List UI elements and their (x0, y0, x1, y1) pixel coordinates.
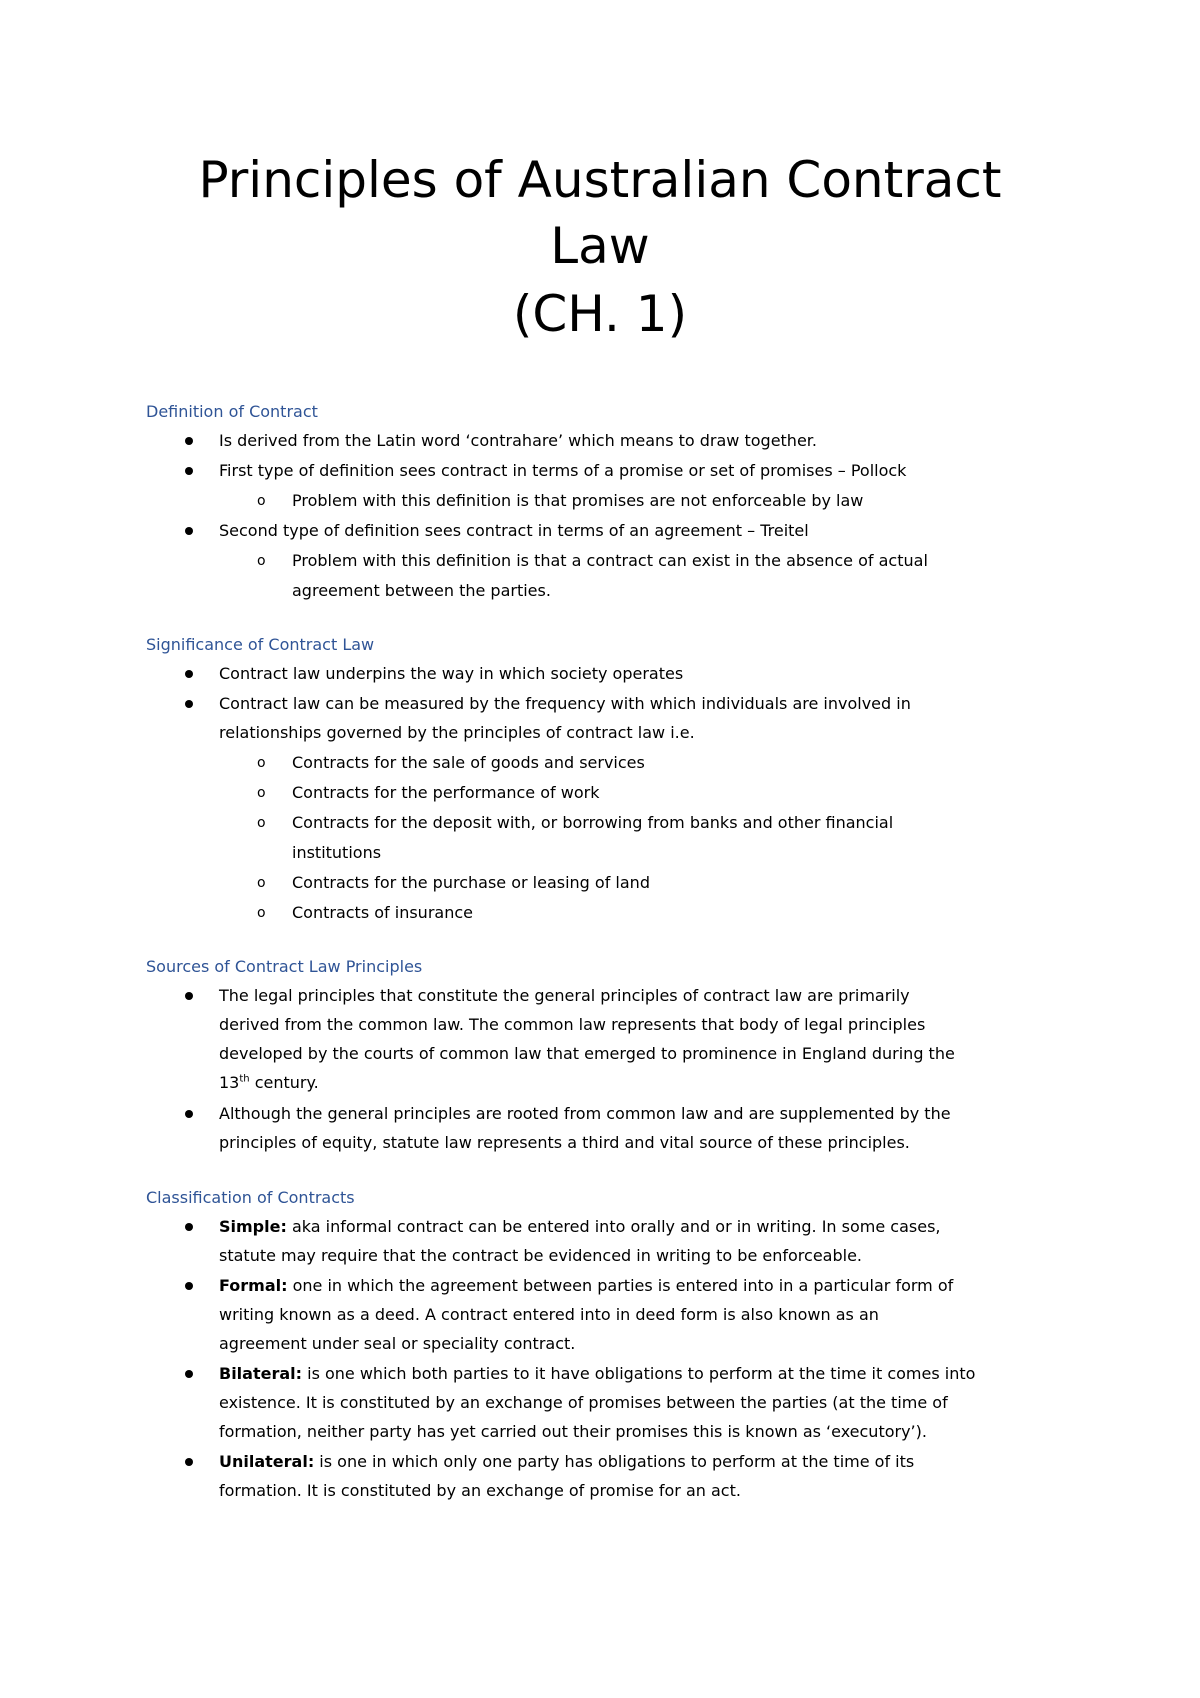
bullet-icon (185, 670, 193, 678)
sub-bullet-icon: o (257, 905, 266, 921)
bullet-icon (185, 1282, 193, 1290)
page-title-line-2: Law (550, 217, 650, 275)
section-heading-classification: Classification of Contracts (146, 1188, 355, 1207)
list-item: Contract law underpins the way in which society operates (219, 664, 684, 683)
list-item-continued: derived from the common law. The common law represents that body of legal principles (219, 1015, 926, 1034)
century-number: 13 (219, 1073, 240, 1092)
term-definition: aka informal contract can be entered into orally and or in writing. In some cases, (286, 1217, 941, 1236)
list-item-continued: developed by the courts of common law that emerged to prominence in England during the (219, 1044, 955, 1063)
sub-list-item: Contracts for the sale of goods and services (292, 753, 645, 772)
list-item (219, 1275, 953, 1297)
bullet-icon (185, 700, 193, 708)
term-simple: Simple: (219, 1217, 287, 1236)
bullet-icon (185, 467, 193, 475)
list-item-continued: agreement under seal or speciality contract. (219, 1334, 576, 1353)
sub-list-item: Contracts of insurance (292, 903, 473, 922)
term-definition: is one in which only one party has obligations to perform at the time of its (314, 1452, 915, 1471)
list-item-continued: principles of equity, statute law represents a third and vital source of these principles. (219, 1133, 910, 1152)
sub-bullet-icon: o (257, 785, 266, 801)
sub-list-item: Contracts for the purchase or leasing of land (292, 873, 650, 892)
century-word: century. (249, 1073, 319, 1092)
section-heading-sources: Sources of Contract Law Principles (146, 957, 423, 976)
section-heading-significance: Significance of Contract Law (146, 635, 375, 654)
sub-list-item: Problem with this definition is that a contract can exist in the absence of actual (292, 551, 928, 570)
list-item-continued: statute may require that the contract be evidenced in writing to be enforceable. (219, 1246, 862, 1265)
list-item-continued: writing known as a deed. A contract entered into in deed form is also known as an (219, 1305, 879, 1324)
sub-list-item-continued: institutions (292, 843, 382, 862)
list-item: The legal principles that constitute the general principles of contract law are primarily (219, 986, 910, 1005)
sub-bullet-icon: o (257, 755, 266, 771)
term-definition: is one which both parties to it have obligations to perform at the time it comes into (302, 1364, 976, 1383)
sub-bullet-icon: o (257, 875, 266, 891)
page-title: Principles of Australian Contract (198, 151, 1002, 209)
term-unilateral: Unilateral: (219, 1452, 315, 1471)
list-item: First type of definition sees contract in terms of a promise or set of promises – Pollock (219, 461, 907, 480)
term-definition: one in which the agreement between parties is entered into in a particular form of (287, 1276, 954, 1295)
list-item (219, 1216, 940, 1238)
section-heading-definition: Definition of Contract (146, 402, 318, 421)
list-item: Although the general principles are rooted from common law and are supplemented by the (219, 1104, 951, 1123)
list-item: Contract law can be measured by the frequency with which individuals are involved in (219, 694, 911, 713)
sub-bullet-icon: o (257, 493, 266, 509)
sub-list-item: Problem with this definition is that promises are not enforceable by law (292, 491, 864, 510)
list-item: Is derived from the Latin word ‘contrahare’ which means to draw together. (219, 431, 817, 450)
bullet-icon (185, 992, 193, 1000)
list-item (219, 1363, 975, 1385)
bullet-icon (185, 1223, 193, 1231)
bullet-icon (185, 1110, 193, 1118)
list-item-continued: relationships governed by the principles of contract law i.e. (219, 723, 695, 742)
sub-bullet-icon: o (257, 553, 266, 569)
term-formal: Formal: (219, 1276, 288, 1295)
sub-list-item-continued: agreement between the parties. (292, 581, 551, 600)
sub-list-item: Contracts for the deposit with, or borrowing from banks and other financial (292, 813, 894, 832)
term-bilateral: Bilateral: (219, 1364, 303, 1383)
bullet-icon (185, 437, 193, 445)
list-item-continued: formation. It is constituted by an exchange of promise for an act. (219, 1481, 741, 1500)
list-item (219, 1451, 914, 1473)
sub-bullet-icon: o (257, 815, 266, 831)
list-item: Second type of definition sees contract in terms of an agreement – Treitel (219, 521, 809, 540)
page-subtitle: (CH. 1) (512, 285, 688, 343)
bullet-icon (185, 1458, 193, 1466)
bullet-icon (185, 1370, 193, 1378)
list-item-continued (219, 1072, 319, 1094)
bullet-icon (185, 527, 193, 535)
ordinal-suffix: th (239, 1073, 250, 1085)
sub-list-item: Contracts for the performance of work (292, 783, 600, 802)
list-item-continued: existence. It is constituted by an exchange of promises between the parties (at the time of (219, 1393, 948, 1412)
list-item-continued: formation, neither party has yet carried out their promises this is known as ‘executory’). (219, 1422, 927, 1441)
